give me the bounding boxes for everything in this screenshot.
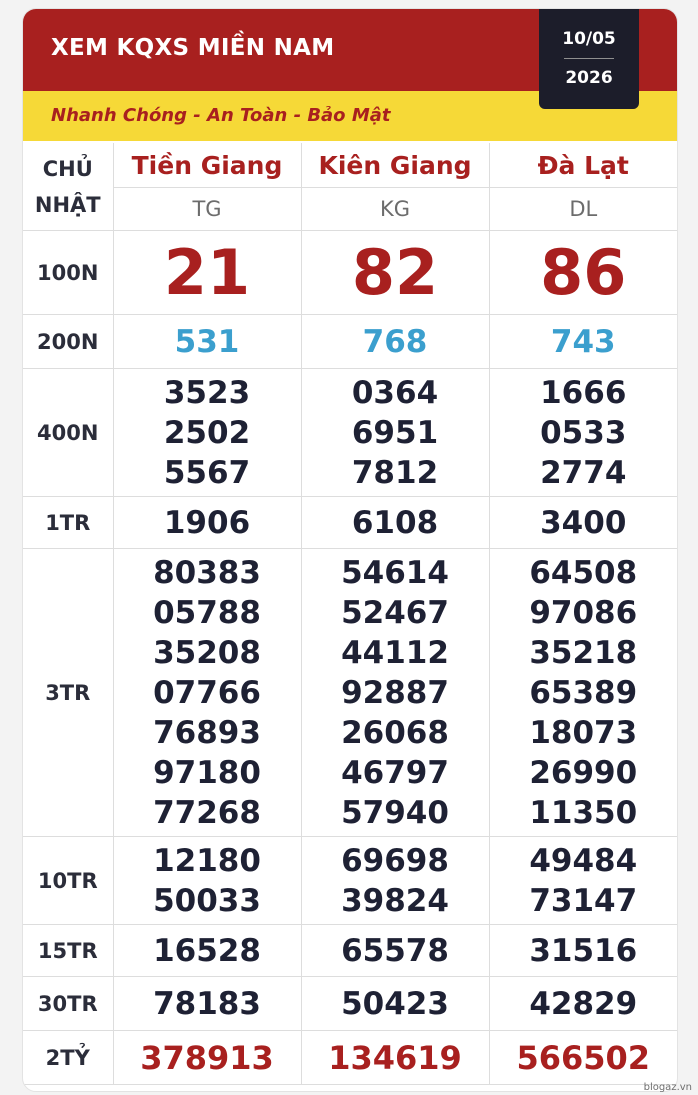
date-day-month: 10/05 bbox=[562, 29, 616, 49]
prize-number: 0364 bbox=[351, 374, 439, 411]
prize-number: 531 bbox=[174, 323, 240, 360]
prize-number: 65389 bbox=[529, 674, 638, 711]
prize-row bbox=[23, 369, 677, 497]
prize-number: 6951 bbox=[351, 414, 439, 451]
prize-number: 49484 bbox=[529, 842, 638, 879]
province-name[interactable]: Kiên Giang bbox=[301, 143, 489, 188]
prize-number: 0533 bbox=[540, 414, 627, 451]
prize-number: 97086 bbox=[529, 594, 638, 631]
prize-number: 57940 bbox=[341, 794, 449, 831]
prize-number: 26990 bbox=[529, 754, 638, 791]
prize-number: 18073 bbox=[529, 714, 638, 751]
prize-number: 52467 bbox=[341, 594, 449, 631]
prize-number: 6108 bbox=[351, 504, 439, 541]
prize-number: 35218 bbox=[529, 634, 638, 671]
prize-number: 768 bbox=[362, 323, 428, 360]
prize-number: 31516 bbox=[529, 932, 638, 969]
province-code: TG bbox=[113, 188, 301, 231]
prize-cell bbox=[301, 231, 489, 315]
prize-label: 15TR bbox=[23, 925, 113, 977]
prize-rows bbox=[23, 231, 677, 1085]
prize-number: 743 bbox=[550, 323, 616, 360]
prize-number: 44112 bbox=[341, 634, 449, 671]
prize-number: 42829 bbox=[529, 985, 638, 1022]
page-title: XEM KQXS MIỀN NAM bbox=[51, 35, 335, 61]
watermark: blogaz.vn bbox=[643, 1082, 692, 1093]
prize-label: 10TR bbox=[23, 837, 113, 925]
prize-number: 80383 bbox=[153, 554, 261, 591]
prize-row bbox=[23, 1031, 677, 1085]
day-of-week-cell bbox=[23, 143, 113, 231]
results-table bbox=[23, 143, 677, 1085]
prize-number: 86 bbox=[540, 235, 627, 309]
prize-number: 378913 bbox=[140, 1038, 274, 1077]
prize-label: 200N bbox=[23, 315, 113, 369]
prize-cell bbox=[301, 977, 489, 1031]
prize-number: 3400 bbox=[540, 504, 627, 541]
day-line-1: CHỦ bbox=[42, 156, 93, 181]
date-badge bbox=[539, 9, 639, 109]
province-name[interactable]: Tiền Giang bbox=[113, 143, 301, 188]
prize-number: 11350 bbox=[529, 794, 638, 831]
prize-cell bbox=[301, 315, 489, 369]
prize-cell bbox=[489, 837, 677, 925]
prize-cell bbox=[301, 497, 489, 549]
prize-cell bbox=[301, 549, 489, 837]
prize-cell bbox=[489, 977, 677, 1031]
prize-number: 78183 bbox=[153, 985, 261, 1022]
province-name-row bbox=[23, 143, 677, 188]
results-card bbox=[22, 8, 678, 1092]
prize-number: 46797 bbox=[341, 754, 449, 791]
prize-number: 50423 bbox=[341, 985, 449, 1022]
slogan: Nhanh Chóng - An Toàn - Bảo Mật bbox=[51, 105, 391, 126]
prize-number: 26068 bbox=[341, 714, 449, 751]
prize-number: 05788 bbox=[153, 594, 261, 631]
prize-label: 400N bbox=[23, 369, 113, 497]
prize-cell bbox=[113, 1031, 301, 1085]
prize-number: 3523 bbox=[163, 374, 251, 411]
province-code-row bbox=[23, 188, 677, 231]
prize-number: 76893 bbox=[153, 714, 261, 751]
prize-number: 77268 bbox=[153, 794, 261, 831]
prize-number: 566502 bbox=[516, 1038, 651, 1077]
day-line-2: NHẬT bbox=[34, 192, 101, 217]
prize-number: 12180 bbox=[153, 842, 261, 879]
prize-number: 1666 bbox=[540, 374, 627, 411]
prize-cell bbox=[489, 1031, 677, 1085]
prize-cell bbox=[489, 549, 677, 837]
prize-number: 35208 bbox=[153, 634, 261, 671]
date-divider bbox=[564, 58, 614, 59]
prize-label: 3TR bbox=[23, 549, 113, 837]
prize-row bbox=[23, 497, 677, 549]
prize-cell bbox=[301, 369, 489, 497]
prize-row bbox=[23, 977, 677, 1031]
prize-label: 1TR bbox=[23, 497, 113, 549]
prize-row bbox=[23, 549, 677, 837]
prize-cell bbox=[489, 231, 677, 315]
prize-number: 134619 bbox=[328, 1038, 462, 1077]
prize-number: 07766 bbox=[153, 674, 261, 711]
prize-number: 1906 bbox=[163, 504, 251, 541]
prize-number: 5567 bbox=[163, 454, 251, 491]
prize-row bbox=[23, 925, 677, 977]
prize-cell bbox=[113, 925, 301, 977]
province-code: DL bbox=[489, 188, 677, 231]
prize-number: 7812 bbox=[351, 454, 439, 491]
prize-number: 2502 bbox=[163, 414, 251, 451]
prize-label: 30TR bbox=[23, 977, 113, 1031]
prize-number: 82 bbox=[351, 235, 439, 309]
prize-row bbox=[23, 837, 677, 925]
prize-cell bbox=[489, 369, 677, 497]
prize-number: 21 bbox=[163, 235, 251, 309]
prize-cell bbox=[113, 977, 301, 1031]
prize-cell bbox=[113, 497, 301, 549]
prize-row bbox=[23, 315, 677, 369]
prize-cell bbox=[301, 925, 489, 977]
prize-number: 2774 bbox=[540, 454, 627, 491]
prize-number: 64508 bbox=[529, 554, 638, 591]
prize-label: 2TỶ bbox=[23, 1031, 113, 1085]
prize-number: 50033 bbox=[153, 882, 261, 919]
prize-cell bbox=[113, 837, 301, 925]
prize-row bbox=[23, 231, 677, 315]
prize-cell bbox=[301, 837, 489, 925]
prize-cell bbox=[113, 549, 301, 837]
province-name[interactable]: Đà Lạt bbox=[489, 143, 677, 188]
prize-cell bbox=[113, 315, 301, 369]
prize-cell bbox=[301, 1031, 489, 1085]
prize-number: 39824 bbox=[341, 882, 449, 919]
prize-number: 69698 bbox=[341, 842, 449, 879]
prize-cell bbox=[489, 925, 677, 977]
prize-number: 65578 bbox=[341, 932, 449, 969]
prize-number: 54614 bbox=[341, 554, 449, 591]
prize-number: 97180 bbox=[153, 754, 261, 791]
prize-number: 73147 bbox=[529, 882, 638, 919]
province-code: KG bbox=[301, 188, 489, 231]
prize-number: 92887 bbox=[341, 674, 449, 711]
prize-cell bbox=[113, 231, 301, 315]
prize-cell bbox=[489, 497, 677, 549]
date-year: 2026 bbox=[565, 68, 613, 88]
prize-number: 16528 bbox=[153, 932, 261, 969]
prize-cell bbox=[489, 315, 677, 369]
prize-label: 100N bbox=[23, 231, 113, 315]
prize-cell bbox=[113, 369, 301, 497]
